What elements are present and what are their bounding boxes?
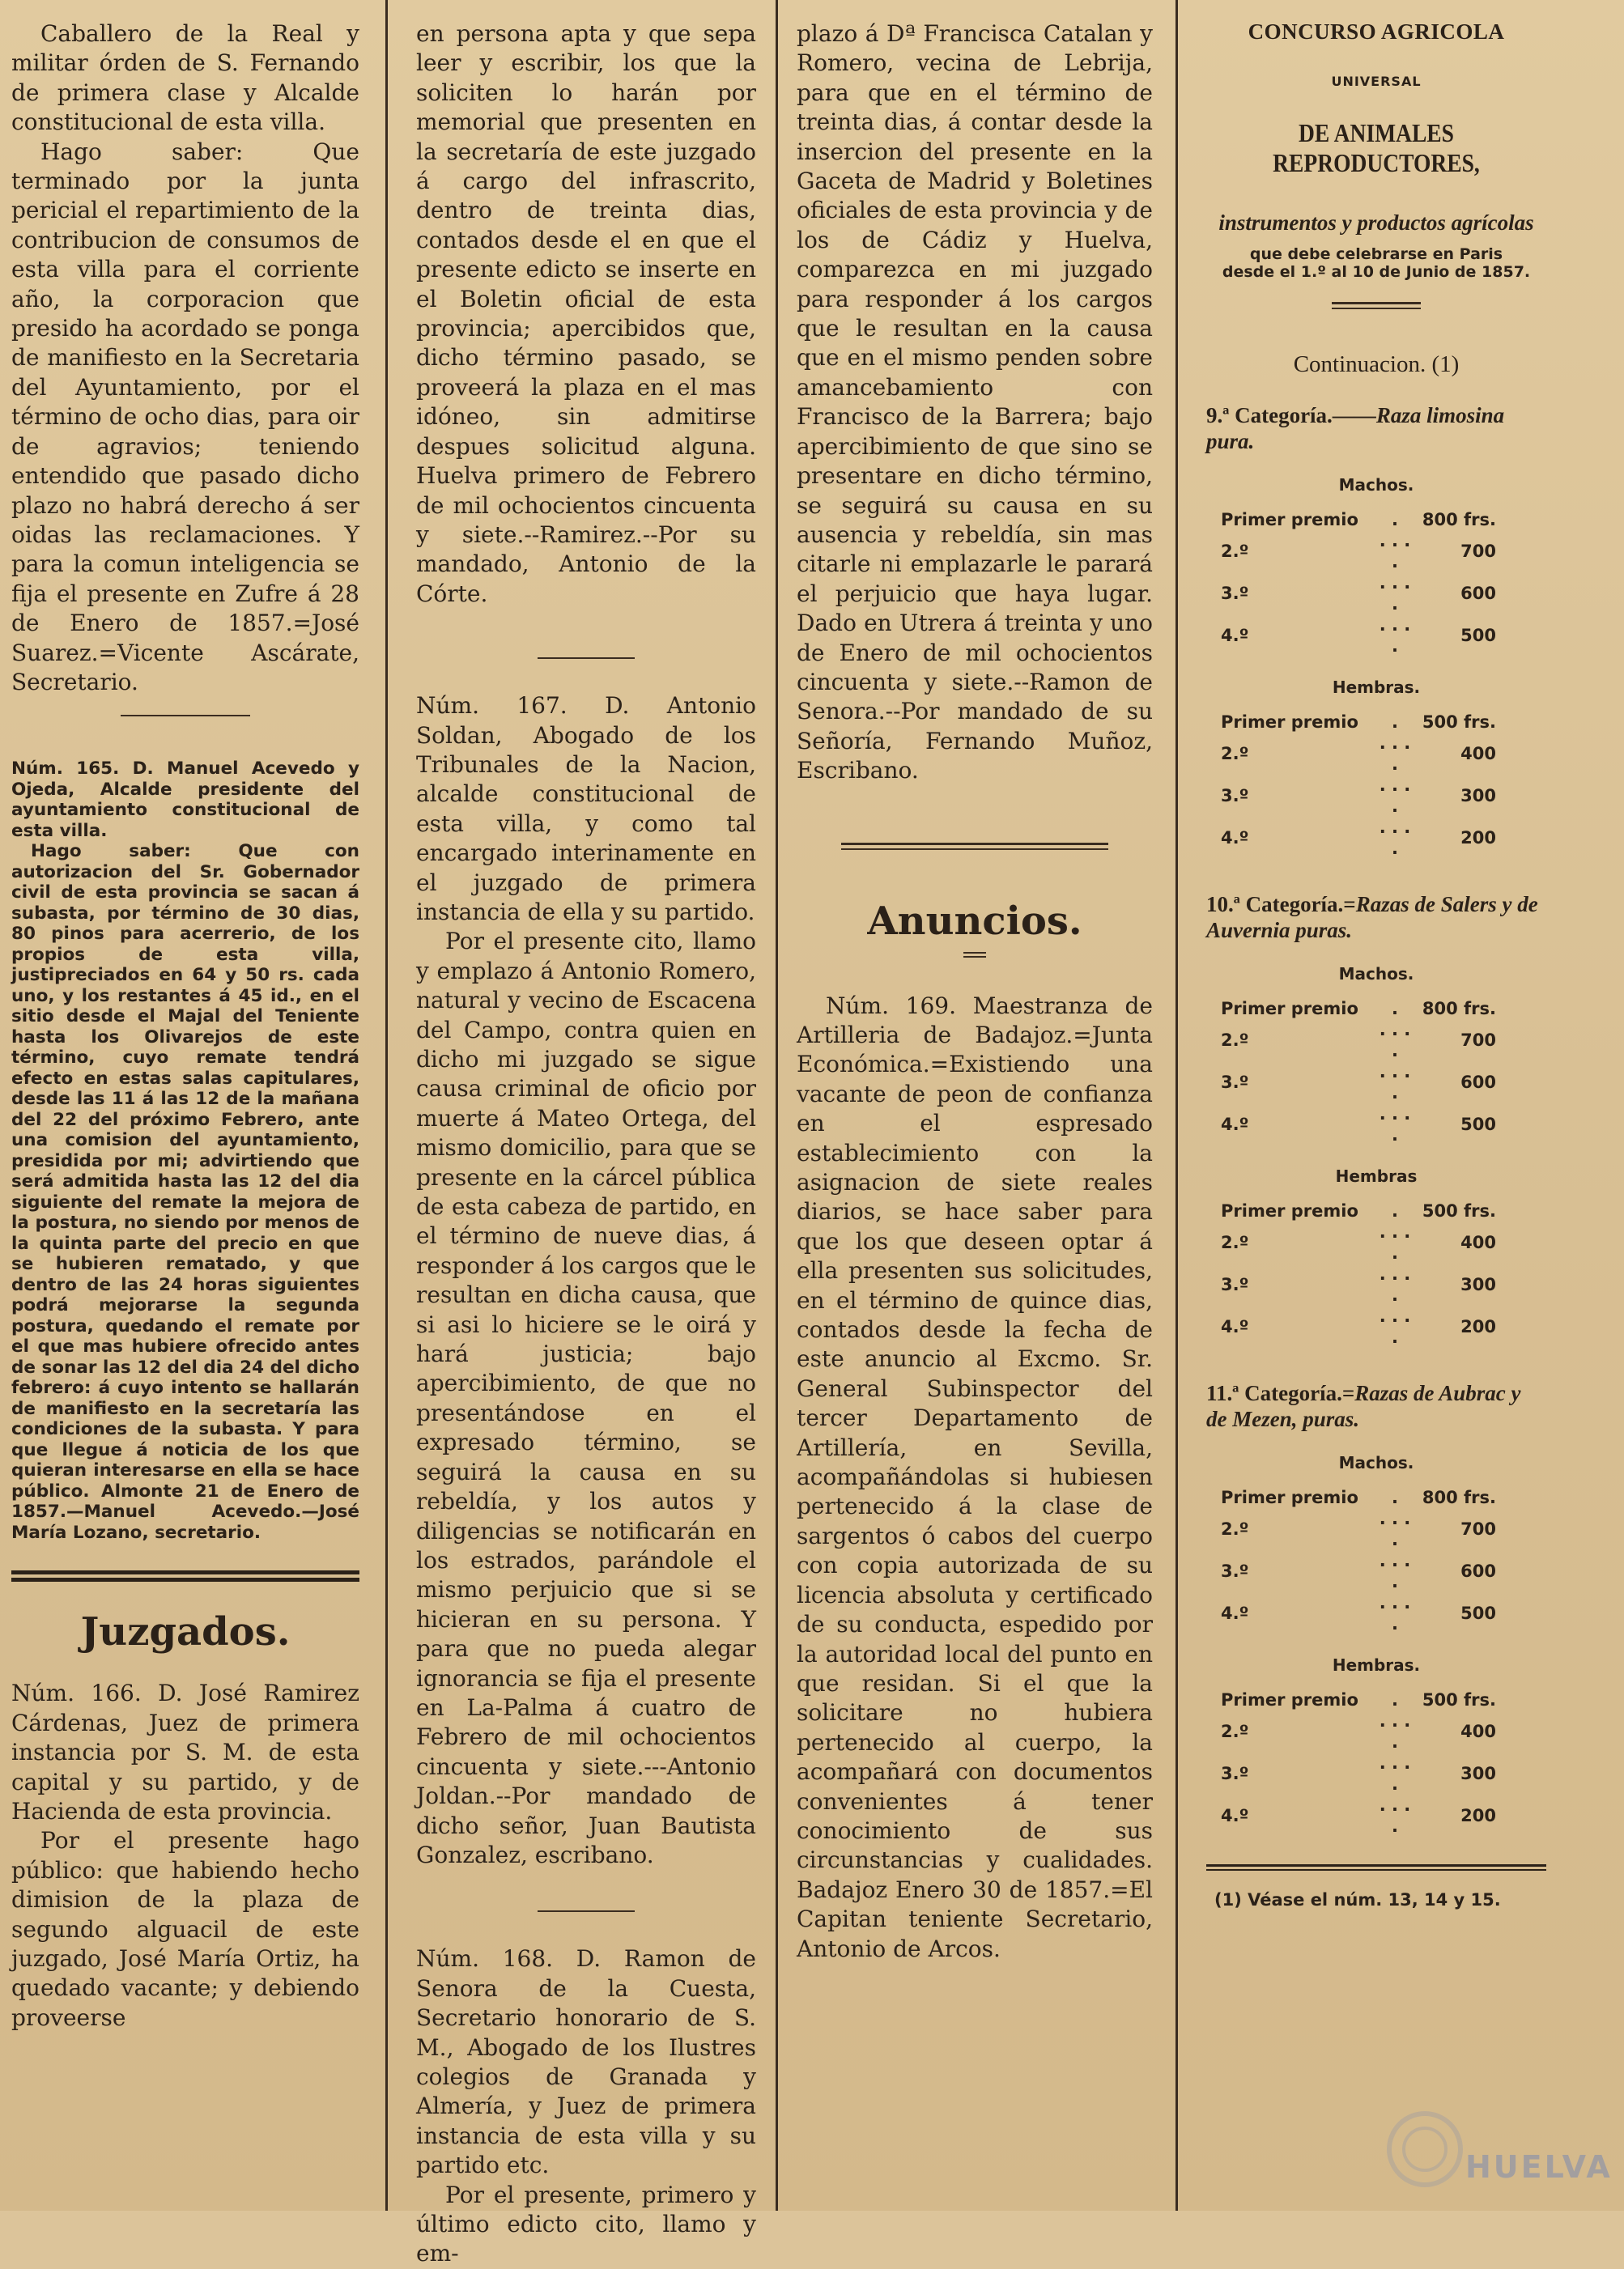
prize-label: 4.º [1221, 626, 1249, 645]
concurso-heading: DE ANIMALES REPRODUCTORES, [1273, 118, 1480, 177]
footnote: (1) Véase el núm. 13, 14 y 15. [1214, 1890, 1501, 1910]
prize-dots: . . . . [1379, 1264, 1411, 1305]
prize-dots: . . . . [1379, 1020, 1411, 1060]
notice-165-heading: Núm. 165. D. Manuel Acevedo y Ojeda, Alcalde presidente del ayuntamiento constitucional de esta villa. [11, 758, 359, 841]
paragraph: plazo á Dª Francisca Catalan y Romero, vecina de Lebrija, para que en el término de treinta dias, á contar desde la insercion del presente en la Gaceta de Madrid y Boletines oficiales de esta provincia y de los de Cádiz y Huelva, comparezca en mi juzgado para responder á los cargos que le resultan en la causa que en el mismo penden sobre amancebamiento con Francisco de la Barrera; bajo apercibimiento de que sino se presentare en dicho término, se seguirá su causa en su ausencia y rebeldía, sin mas citarle ni emplazarle le parará el perjuicio que haya lugar. Dado en Utrera á treinta y uno de Enero de mil ochocientos cincuenta y siete.--Ramon de Senora.--Por mandado de su Señoría, Fernando Muñoz, Escribano. [797, 20, 1153, 784]
prize-dots: . . . . [1379, 1593, 1411, 1634]
prize-label: 2.º [1221, 1233, 1249, 1252]
categoria-heading [1206, 891, 1546, 943]
prize-value: 800 frs. [1422, 510, 1496, 529]
prize-row [1221, 1264, 1496, 1306]
concurso-title: CONCURSO AGRICOLA [1248, 19, 1505, 44]
prize-value: 600 [1460, 584, 1496, 603]
group-title: Machos. [1338, 475, 1414, 495]
column-4 [1206, 19, 1546, 1910]
prize-row [1221, 817, 1496, 859]
column-rule [385, 0, 388, 2211]
prize-row [1221, 1306, 1496, 1348]
prize-label: 4.º [1221, 1115, 1249, 1134]
prize-value: 700 [1460, 1519, 1496, 1539]
prize-value: 500 frs. [1422, 1201, 1496, 1221]
prize-label: Primer premio [1221, 1488, 1358, 1507]
prize-row [1221, 1019, 1496, 1061]
prize-row [1221, 1795, 1496, 1837]
categoria-heading [1206, 1380, 1546, 1432]
notice-168-body: Por el presente, primero y último edicto cito, llamo y em- [416, 2181, 756, 2267]
paragraph: Caballero de la Real y militar órden de S. Fernando de primera clase y Alcalde constitucional de esta villa. [11, 20, 359, 136]
paragraph: Hago saber: Que terminado por la junta pericial el repartimiento de la contribucion de consumos de esta villa para el corriente año, la corporacion que presido ha acordado se ponga de manifiesto en la Secretaria del Ayuntamiento, por el término de ocho dias, para oir de agravios; teniendo entendido que pasado dicho plazo no habrá derecho á ser oidas las reclamaciones. Y para la comun inteligencia se fija el presente en Zufre á 28 de Enero de 1857.=José Suarez.=Vicente Ascárate, Secretario. [11, 138, 359, 695]
notice-167-heading: Núm. 167. D. Antonio Soldan, Abogado de los Tribunales de la Nacion, alcalde constitucional de esta villa, y como tal encargado interinamente en el juzgado de primera instancia de ella y su partido. [416, 692, 756, 925]
prize-label: 4.º [1221, 1317, 1249, 1336]
prize-label: 3.º [1221, 1275, 1249, 1294]
prize-row [1221, 1689, 1496, 1710]
prize-row [1221, 1508, 1496, 1550]
concurso-line: que debe celebrarse en Paris [1249, 245, 1503, 263]
prize-value: 800 frs. [1422, 999, 1496, 1018]
categoria-label: 11.ª Categoría.= [1206, 1381, 1355, 1405]
concurso-dates: desde el 1.º al 10 de Junio de 1857. [1222, 263, 1531, 281]
prize-row [1221, 1487, 1496, 1508]
group-title: Hembras [1335, 1166, 1418, 1186]
notice-169: Núm. 169. Maestranza de Artilleria de Badajoz.=Junta Económica.=Existiendo una vacante de peon de confianza en el espresado establecimiento con la asignacion de siete reales diarios, se hace saber para que los que deseen optar á ella presenten sus solicitudes, en el término de quince dias, contados desde la fecha de este anuncio al Excmo. Sr. General Subinspector del tercer Departamento de Artillería, en Sevilla, acompañándolas si hubiesen pertenecido á la clase de sargentos ó cabos del cuerpo con copia autorizada de su licencia absoluta y certificado de su conducta, espedido por la autoridad local del punto en que residan. Si el que la solicitare no hubiera pertenecido al cuerpo, la acompañará con documentos convenientes á tener conocimiento de sus circunstancias y cualidades. Badajoz Enero 30 de 1857.=El Capitan teniente Secretario, Antonio de Arcos. [797, 992, 1153, 1962]
prize-label: 3.º [1221, 1764, 1249, 1783]
notice-165-body: Hago saber: Que con autorizacion del Sr. Gobernador civil de esta provincia se sacan á subasta, por término de 30 dias, 80 pinos para acerrerio, de los propios de esta villa, justipreciados en 64 y 50 rs. cada uno, y los restantes á 45 id., en el sitio desde el Majal del Teniente hasta los Olivarejos de este término, cuyo remate tendrá efecto en estas salas capitulares, desde las 11 á las 12 de la mañana del 22 del próximo Febrero, ante una comision del ayuntamiento, presidida por mi; advirtiendo que será admitida hasta las 12 del dia siguiente del remate la mejora de la postura, no siendo por menos de la quinta parte del precio en que se hubieren rematado, y que dentro de las 24 horas siguientes podrá mejorarse la segunda postura, quedando el remate por el que mas hubiere ofrecido antes de sonar las 12 del dia 24 del dicho febrero: á cuyo intento se hallarán de manifiesto en la secretaría las condiciones de la subasta. Y para que llegue á noticia de los que quieran interesarse en ella se hace público. Almonte 21 de Enero de 1857.—Manuel Acevedo.—José María Lozano, secretario. [11, 841, 359, 1543]
categoria-breed: Razas de Salers y de Auvernia puras. [1206, 892, 1538, 942]
column-rule [776, 0, 778, 2211]
prize-row [1221, 1753, 1496, 1795]
prize-table [1221, 509, 1496, 656]
prize-value: 600 [1460, 1562, 1496, 1581]
categoria-breed: Razas de Aubrac y de Mezen, puras. [1206, 1381, 1521, 1431]
prize-label: Primer premio [1221, 712, 1358, 732]
prize-table [1221, 1487, 1496, 1634]
prize-label: 3.º [1221, 786, 1249, 805]
prize-value: 500 [1460, 1604, 1496, 1623]
categoria-breed: Raza limosina pura. [1206, 403, 1505, 453]
group-title: Machos. [1338, 1453, 1414, 1472]
prize-value: 300 [1460, 1764, 1496, 1783]
categoria-label: 9.ª Categoría.—— [1206, 403, 1376, 427]
prize-value: 700 [1460, 542, 1496, 561]
prize-dots: . . . . [1379, 573, 1411, 614]
concurso-heading-wrap [1206, 118, 1546, 178]
prize-dots: . . . . [1379, 775, 1411, 816]
prize-dots: . . . . [1379, 1307, 1411, 1347]
section-title-juzgados: Juzgados. [80, 1609, 291, 1655]
prize-row [1221, 509, 1496, 530]
prize-dots: . . . . [1379, 1711, 1411, 1752]
prize-label: 2.º [1221, 1722, 1249, 1741]
prize-value: 400 [1460, 1722, 1496, 1741]
prize-value: 500 [1460, 1115, 1496, 1134]
categoria-heading [1206, 402, 1546, 454]
prize-row [1221, 614, 1496, 656]
prize-value: 200 [1460, 1806, 1496, 1825]
prize-label: 2.º [1221, 1519, 1249, 1539]
prize-label: 2.º [1221, 744, 1249, 763]
paragraph: en persona apta y que sepa leer y escribir, los que la soliciten lo harán por memorial que presenten en la secretaría de este juzgado á cargo del infrascrito, dentro de treinta dias, contados desde el en que el presente edicto se inserte en el Boletin oficial de esta provincia; apercibidos que, dicho término pasado, se proveerá la plaza en el mas idóneo, sin admitirse despues solicitud alguna. Huelva primero de Febrero de mil ochocientos cincuenta y siete.--Ramirez.--Por su mandado, Antonio de la Córte. [416, 20, 756, 607]
prize-label: 3.º [1221, 1073, 1249, 1092]
divider [1332, 302, 1421, 309]
prize-label: 2.º [1221, 1030, 1249, 1050]
prize-value: 700 [1460, 1030, 1496, 1050]
prize-dots: . . . . [1379, 1753, 1411, 1794]
prize-label: Primer premio [1221, 999, 1358, 1018]
prize-table [1221, 1200, 1496, 1348]
prize-value: 300 [1460, 1275, 1496, 1294]
divider [963, 952, 986, 958]
prize-label: Primer premio [1221, 510, 1358, 529]
group-title: Hembras. [1332, 678, 1421, 697]
prize-row [1221, 998, 1496, 1019]
continuacion-label: Continuacion. (1) [1293, 351, 1460, 377]
column-3 [797, 19, 1153, 1964]
prize-dots: . [1392, 1690, 1398, 1710]
concurso-line: instrumentos y productos agrícolas [1218, 210, 1534, 235]
concurso-subtitle: UNIVERSAL [1331, 74, 1422, 89]
prize-value: 400 [1460, 744, 1496, 763]
prize-row [1221, 1550, 1496, 1592]
prize-row [1221, 1710, 1496, 1753]
divider [121, 715, 250, 716]
prize-row [1221, 530, 1496, 572]
prize-dots: . [1392, 1201, 1398, 1221]
prize-table [1221, 998, 1496, 1145]
prize-row [1221, 712, 1496, 733]
prize-dots: . . . . [1379, 1509, 1411, 1549]
prize-row [1221, 572, 1496, 614]
prize-dots: . . . . [1379, 615, 1411, 656]
prize-label: 3.º [1221, 584, 1249, 603]
section-divider [11, 1570, 359, 1582]
prize-label: Primer premio [1221, 1690, 1358, 1710]
watermark-text: HUELVA [1465, 2149, 1613, 2185]
divider [1206, 1864, 1546, 1871]
prize-row [1221, 1222, 1496, 1264]
section-title-anuncios: Anuncios. [867, 898, 1082, 944]
prize-value: 500 frs. [1422, 1690, 1496, 1710]
prize-dots: . . . . [1379, 818, 1411, 858]
prize-value: 500 frs. [1422, 712, 1496, 732]
prize-table [1221, 712, 1496, 859]
prize-row [1221, 733, 1496, 775]
group-title: Machos. [1338, 964, 1414, 984]
divider [538, 657, 635, 659]
prize-dots: . . . . [1379, 1104, 1411, 1145]
prize-value: 200 [1460, 828, 1496, 848]
prize-value: 800 frs. [1422, 1488, 1496, 1507]
prize-value: 500 [1460, 626, 1496, 645]
categorias-list [1206, 402, 1546, 1837]
notice-166-body: Por el presente hago público: que habiendo hecho dimision de la plaza de segundo alguacil de este juzgado, José María Ortiz, ha quedado vacante; y debiendo proveerse [11, 1827, 359, 2031]
prize-value: 600 [1460, 1073, 1496, 1092]
prize-row [1221, 1592, 1496, 1634]
notice-167-body: Por el presente cito, llamo y emplazo á Antonio Romero, natural y vecino de Escacena del Campo, contra quien en dicho mi juzgado se sigue causa criminal de oficio por muerte á Mateo Ortega, del mismo domicilio, para que se presente en la cárcel pública de esta cabeza de partido, en el término de nueve dias, á responder á los cargos que le resultan en dicha causa, que si asi lo hiciere se le oirá y hará justicia; bajo apercibimiento, de que no presentándose en el expresado término, se seguirá la causa en su rebeldía, y los autos y diligencias se notificarán en los estrados, parándole el mismo perjuicio que si se hicieran en su persona. Y para que no pueda alegar ignorancia se fija el presente en La-Palma á cuatro de Febrero de mil ochocientos cincuenta y siete.---Antonio Joldan.--Por mandado de dicho señor, Juan Bautista Gonzalez, escribano. [416, 928, 756, 1868]
prize-row [1221, 1200, 1496, 1222]
prize-dots: . [1392, 999, 1398, 1018]
prize-dots: . [1392, 1488, 1398, 1507]
prize-row [1221, 1103, 1496, 1145]
prize-table [1221, 1689, 1496, 1837]
divider [538, 1910, 635, 1912]
prize-dots: . . . . [1379, 1222, 1411, 1263]
prize-row [1221, 775, 1496, 817]
prize-dots: . . . . [1379, 531, 1411, 571]
notice-166-heading: Núm. 166. D. José Ramirez Cárdenas, Juez de primera instancia por S. M. de esta capital y su partido, y de Hacienda de esta provincia. [11, 1680, 359, 1825]
prize-row [1221, 1061, 1496, 1103]
prize-dots: . . . . [1379, 733, 1411, 774]
prize-label: 4.º [1221, 828, 1249, 848]
prize-dots: . . . . [1379, 1795, 1411, 1836]
prize-label: 2.º [1221, 542, 1249, 561]
column-rule [1175, 0, 1178, 2211]
prize-label: Primer premio [1221, 1201, 1358, 1221]
prize-label: 4.º [1221, 1806, 1249, 1825]
prize-label: 4.º [1221, 1604, 1249, 1623]
column-2 [416, 19, 756, 2269]
prize-value: 400 [1460, 1233, 1496, 1252]
column-1 [11, 19, 359, 2033]
group-title: Hembras. [1332, 1655, 1421, 1675]
categoria-label: 10.ª Categoría.= [1206, 892, 1356, 916]
prize-dots: . . . . [1379, 1062, 1411, 1103]
divider [841, 843, 1108, 850]
prize-dots: . . . . [1379, 1551, 1411, 1591]
prize-dots: . [1392, 712, 1398, 732]
prize-label: 3.º [1221, 1562, 1249, 1581]
prize-dots: . [1392, 510, 1398, 529]
prize-value: 300 [1460, 786, 1496, 805]
notice-168-heading: Núm. 168. D. Ramon de Senora de la Cuesta, Secretario honorario de S. M., Abogado de los Ilustres colegios de Granada y Almería, y Juez de primera instancia de esta villa y su partido etc. [416, 1945, 756, 2179]
prize-value: 200 [1460, 1317, 1496, 1336]
